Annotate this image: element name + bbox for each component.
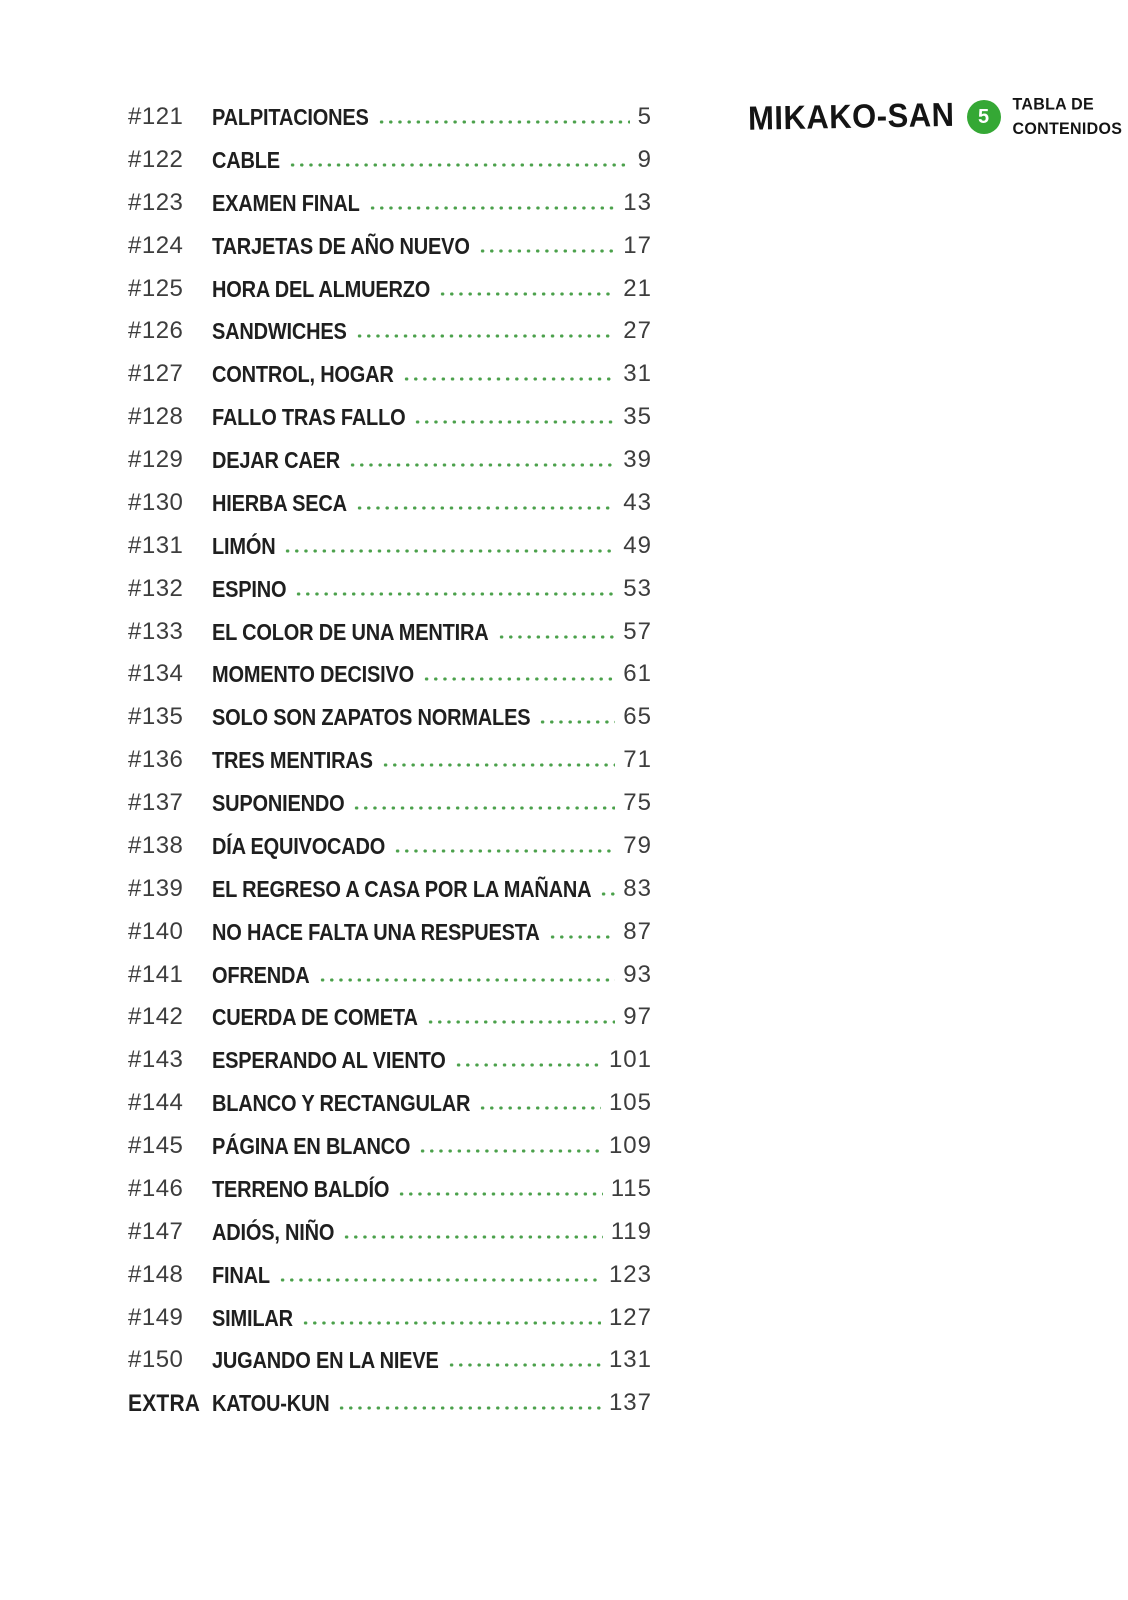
chapter-title: DEJAR CAER [212,448,341,474]
leader-dots [337,1406,601,1410]
toc-row [128,696,652,739]
page-number: 13 [623,188,652,216]
toc-row [128,868,652,911]
toc-row [128,439,652,482]
chapter-number: #145 [128,1132,184,1159]
page-number: 57 [623,617,652,645]
page-number: 83 [623,874,652,902]
leader-dots [294,592,615,596]
chapter-title: NO HACE FALTA UNA RESPUESTA [212,919,540,946]
page-number: 115 [610,1174,652,1202]
chapter-number: #123 [128,188,184,216]
toc-row [128,1082,652,1125]
page-number: 35 [623,403,652,431]
header [748,94,1122,140]
toc-row [128,782,652,825]
chapter-title: TERRENO BALDÍO [212,1177,390,1203]
page-number: 131 [608,1346,652,1374]
page-number: 105 [608,1089,652,1117]
leader-dots [381,763,616,767]
toc-row [128,568,652,611]
leader-dots [301,1321,601,1325]
page-number: 87 [623,917,652,945]
leader-dots [438,292,615,296]
page-number: 27 [623,317,652,345]
series-logo: MIKAKO-SAN [747,95,955,138]
page-number: 101 [608,1046,652,1074]
toc-row [128,954,652,997]
page-number: 123 [608,1260,652,1288]
leader-dots [447,1363,601,1367]
toc-row [128,1039,652,1082]
chapter-title: CABLE [212,148,280,174]
chapter-title: DÍA EQUIVOCADO [212,834,386,860]
chapter-title: ESPERANDO AL VIENTO [212,1048,446,1074]
leader-dots [402,377,616,381]
chapter-title: PÁGINA EN BLANCO [212,1134,411,1160]
leader-dots [355,334,616,338]
chapter-title: EL REGRESO A CASA POR LA MAÑANA [212,877,592,903]
leader-dots [278,1278,601,1282]
leader-dots [426,1020,616,1024]
chapter-number: #149 [128,1303,184,1331]
leader-dots [548,935,616,939]
toc-row [128,96,652,139]
toc-row [128,825,652,868]
page-number: 93 [623,960,652,988]
leader-dots [478,1106,601,1110]
toc-row [128,996,652,1039]
chapter-number: #142 [128,1003,184,1031]
chapter-number: #138 [128,831,184,859]
chapter-number: #127 [128,360,184,388]
chapter-title: TRES MENTIRAS [212,748,373,774]
page-number: 31 [623,360,652,388]
toc-row [128,139,652,182]
toc-row [128,525,652,568]
chapter-title: MOMENTO DECISIVO [212,662,415,688]
leader-dots [422,677,615,681]
page-number: 39 [623,446,652,473]
leader-dots [342,1235,602,1239]
chapter-title: FINAL [212,1262,270,1289]
chapter-title: JUGANDO EN LA NIEVE [212,1348,439,1374]
chapter-title: EL COLOR DE UNA MENTIRA [212,619,489,646]
page-number: 97 [623,1003,652,1031]
chapter-title: ESPINO [212,576,287,603]
chapter-number: #141 [128,960,184,988]
chapter-title: CONTROL, HOGAR [212,362,394,388]
toc-row [128,310,652,353]
leader-dots [497,635,616,639]
toc-row [128,653,652,696]
chapter-number: #130 [128,488,184,516]
chapter-number: #143 [128,1046,184,1074]
chapter-number: #148 [128,1260,184,1288]
chapter-number: #128 [128,403,184,431]
subtitle-line-2: CONTENIDOS [1012,120,1123,139]
chapter-title: OFRENDA [212,962,310,989]
chapter-title: PALPITACIONES [212,105,369,131]
toc-row [128,1382,652,1425]
page-number: 127 [608,1303,652,1331]
chapter-number: #133 [128,617,184,645]
leader-dots [538,720,615,724]
chapter-number: #136 [128,746,184,774]
toc-row [128,268,652,311]
chapter-title: TARJETAS DE AÑO NUEVO [212,233,470,260]
chapter-title: SOLO SON ZAPATOS NORMALES [212,705,531,731]
chapter-number: #146 [128,1174,184,1202]
toc-row [128,739,652,782]
chapter-number: #150 [128,1346,184,1374]
page-number: 5 [637,103,652,130]
page-number: 53 [623,574,652,602]
leader-dots [393,849,615,853]
leader-dots [397,1192,603,1196]
chapter-title: EXAMEN FINAL [212,191,360,217]
chapter-number: #131 [128,531,184,559]
leader-dots [478,249,616,253]
chapter-title: ADIÓS, NIÑO [212,1220,335,1246]
leader-dots [348,463,615,467]
page-number: 119 [610,1217,652,1245]
chapter-title: SIMILAR [212,1305,293,1332]
volume-number-badge: 5 [967,100,1001,134]
toc-row [128,1168,652,1211]
toc-row [128,1254,652,1297]
page-number: 65 [623,703,652,731]
toc-row [128,1125,652,1168]
page-number: 61 [623,660,652,688]
leader-dots [288,163,630,167]
leader-dots [283,549,615,553]
toc-row [128,911,652,954]
toc-row [128,1339,652,1382]
toc-row [128,482,652,525]
chapter-title: HORA DEL ALMUERZO [212,276,431,303]
chapter-title: LIMÓN [212,534,276,560]
chapter-number: #124 [128,231,184,259]
subtitle-line-1: TABLA DE [1012,95,1095,114]
chapter-number: EXTRA [128,1390,201,1417]
chapter-title: BLANCO Y RECTANGULAR [212,1091,471,1117]
leader-dots [377,120,630,124]
chapter-number: #122 [128,145,184,173]
toc-row [128,1211,652,1254]
leader-dots [352,806,615,810]
chapter-number: #139 [128,874,184,902]
page-number: 49 [623,531,652,559]
toc-row [128,396,652,439]
chapter-number: #137 [128,789,184,816]
toc-row [128,1297,652,1340]
toc-row [128,353,652,396]
leader-dots [368,206,616,210]
chapter-number: #134 [128,660,184,688]
chapter-title: KATOU-KUN [212,1391,330,1417]
page-number: 17 [623,231,652,259]
leader-dots [454,1063,601,1067]
page-number: 43 [623,488,652,516]
page-number: 75 [623,789,652,816]
chapter-number: #121 [128,103,184,130]
page-number: 109 [608,1132,652,1159]
chapter-number: #132 [128,574,184,602]
toc-list [128,96,652,1425]
toc-row [128,611,652,654]
page-number: 71 [623,746,652,774]
leader-dots [599,892,615,896]
chapter-number: #135 [128,703,184,731]
chapter-title: SUPONIENDO [212,791,345,817]
chapter-number: #144 [128,1089,184,1117]
page-number: 9 [637,145,652,173]
leader-dots [355,506,615,510]
chapter-number: #129 [128,446,184,473]
page-number: 21 [623,274,652,302]
leader-dots [318,978,616,982]
chapter-title: CUERDA DE COMETA [212,1005,418,1031]
chapter-number: #147 [128,1217,184,1245]
chapter-title: FALLO TRAS FALLO [212,405,406,431]
contents-subtitle [1013,93,1123,142]
chapter-title: HIERBA SECA [212,491,347,517]
leader-dots [418,1149,601,1153]
chapter-number: #126 [128,317,184,345]
page-number: 79 [623,831,652,859]
page-number: 137 [608,1389,652,1417]
chapter-number: #140 [128,917,184,945]
leader-dots [413,420,615,424]
chapter-title: SANDWICHES [212,319,347,345]
toc-row [128,225,652,268]
chapter-number: #125 [128,274,184,302]
toc-row [128,182,652,225]
